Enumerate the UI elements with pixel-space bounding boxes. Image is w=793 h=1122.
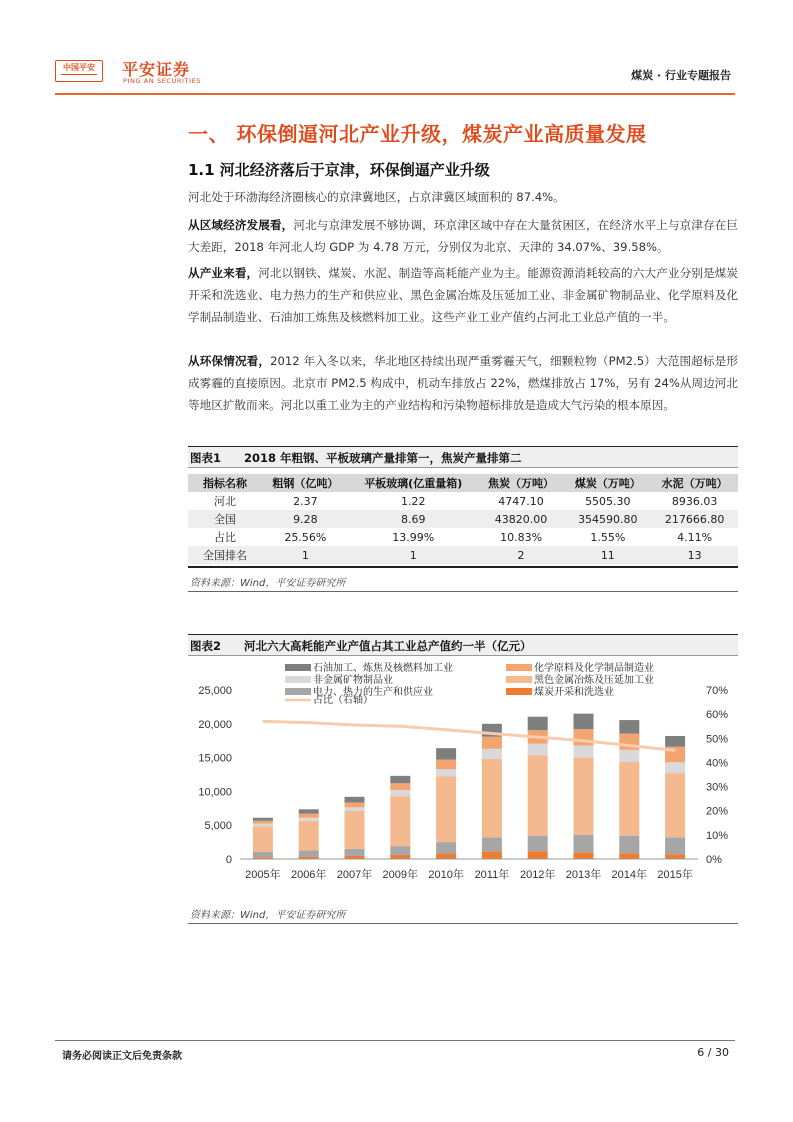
footer-divider <box>55 1040 735 1041</box>
report-type: 煤炭 · 行业专题报告 <box>631 69 731 82</box>
bar-segment <box>436 760 456 769</box>
bar-segment <box>390 783 410 790</box>
bar-segment <box>482 837 502 851</box>
y2-tick-label: 0% <box>706 854 722 866</box>
source-divider <box>188 923 738 924</box>
table-cell: 全国 <box>188 510 262 528</box>
y2-tick-label: 30% <box>706 781 729 794</box>
table1-heading <box>188 446 738 468</box>
disclaimer-note: 请务必阅读正文后免责条款 <box>62 1051 182 1062</box>
paragraph-2 <box>188 214 738 258</box>
bar-segment <box>528 744 548 755</box>
y-tick-label: 20,000 <box>198 718 232 731</box>
bar-segment <box>345 849 365 856</box>
x-tick-label: 2012年 <box>519 869 556 881</box>
table-cell: 13.99% <box>392 530 435 544</box>
bar-segment <box>619 762 639 836</box>
x-tick-label: 2014年 <box>611 869 648 881</box>
bar-segment <box>299 821 319 851</box>
bar-segment <box>436 769 456 776</box>
table-cell: 217666.80 <box>651 510 738 528</box>
bar-segment <box>528 717 548 731</box>
legend-swatch <box>506 688 532 695</box>
table-cell: 1 <box>262 546 349 564</box>
bar-segment <box>345 807 365 811</box>
table-cell: 1 <box>349 546 478 564</box>
paragraph-lead: 从区域经济发展看， <box>188 218 294 232</box>
figure2-source: 资料来源：Wind，平安证券研究所 <box>190 910 346 921</box>
header-divider <box>55 93 735 95</box>
bar-segment <box>345 811 365 849</box>
paragraph-text: 河北处于环渤海经济圈核心的京津冀地区，占京津冀区域面积的 87.4%。 <box>188 190 565 204</box>
page-number: 6 / 30 <box>697 1046 729 1059</box>
table-cell: 43820.00 <box>478 510 565 528</box>
y2-tick-label: 50% <box>706 733 729 746</box>
paragraph-text: 河北以钢铁、煤炭、水泥、制造等高耗能产业为主。能源资源消耗较高的六大产业分别是煤炭开采和洗选业、电力热力的生产和供应业、黑色金属冶炼及压延加工业、非金属矿物制品业、化学原料及化学制品制造业、石油加工炼焦及核燃料加工业。这些产业工业产值约占河北工业总产值的一半。 <box>188 266 738 324</box>
bar-segment <box>253 826 273 852</box>
bar-segment <box>665 736 685 747</box>
legend-label: 黑色金属冶炼及压延加工业 <box>534 675 654 686</box>
bar-segment <box>390 776 410 783</box>
table-cell: 4747.10 <box>498 494 544 508</box>
bar-segment <box>299 814 319 818</box>
bar-segment <box>436 777 456 843</box>
legend-swatch <box>506 676 532 683</box>
bar-segment <box>436 842 456 853</box>
table-header: 平板玻璃(亿重量箱) <box>349 474 478 492</box>
bar-segment <box>299 818 319 821</box>
table-row <box>188 546 738 564</box>
legend-swatch <box>506 664 532 671</box>
bar-segment <box>299 809 319 813</box>
bar-segment <box>574 714 594 730</box>
paragraph-1 <box>188 186 738 208</box>
legend-label: 非金属矿物制品业 <box>313 675 393 686</box>
bar-segment <box>253 818 273 821</box>
legend-label: 石油加工、炼焦及核燃料加工业 <box>313 663 453 674</box>
bar-segment <box>528 836 548 852</box>
paragraph-lead: 从产业来看， <box>188 266 259 280</box>
table-cell: 11 <box>564 546 651 564</box>
bar-segment <box>482 852 502 859</box>
y2-tick-label: 60% <box>706 709 729 722</box>
y-tick-label: 15,000 <box>198 752 232 765</box>
bar-segment <box>253 824 273 827</box>
y2-tick-label: 20% <box>706 805 729 818</box>
bar-segment <box>665 762 685 773</box>
table-cell: 9.28 <box>262 510 349 528</box>
bar-segment <box>574 729 594 745</box>
table-cell: 354590.80 <box>564 510 651 528</box>
table-row <box>188 492 738 510</box>
bar-segment <box>619 853 639 859</box>
y2-tick-label: 70% <box>706 685 729 697</box>
bar-segment <box>574 852 594 859</box>
legend-label: 电力、热力的生产和供应业 <box>313 687 433 698</box>
industry-output-chart <box>188 656 738 896</box>
legend-swatch <box>285 664 311 671</box>
sub-title: 1.1 河北经济落后于京津，环保倒逼产业升级 <box>188 161 490 179</box>
paragraph-4 <box>188 350 738 416</box>
bar-segment <box>482 749 502 759</box>
table1-source: 资料来源：Wind，平安证券研究所 <box>190 578 346 589</box>
bar-segment <box>253 821 273 824</box>
table-cell: 5505.30 <box>585 494 631 508</box>
x-tick-label: 2007年 <box>336 869 373 881</box>
bar-segment <box>619 720 639 734</box>
y-tick-label: 10,000 <box>198 786 232 799</box>
legend-label: 煤炭开采和洗选业 <box>534 687 614 698</box>
table-header: 焦炭（万吨） <box>478 474 565 492</box>
bar-segment <box>345 803 365 808</box>
figure2-heading <box>188 634 738 656</box>
table-header: 指标名称 <box>188 474 262 492</box>
table-header: 水泥（万吨） <box>651 474 738 492</box>
bar-segment <box>436 854 456 859</box>
x-tick-label: 2011年 <box>474 869 510 881</box>
logo-underline <box>61 74 97 80</box>
x-tick-label: 2009年 <box>382 869 419 881</box>
table-cell: 2 <box>478 546 565 564</box>
y-tick-label: 25,000 <box>198 685 232 697</box>
table-cell: 河北 <box>214 495 236 508</box>
legend-label: 占比（右轴） <box>313 695 373 706</box>
table-cell: 1.55% <box>590 530 626 544</box>
paragraph-text: 河北与京津发展不够协调，环京津区域中存在大量贫困区，在经济水平上与京津存在巨大差距，2018 年河北人均 GDP 为 4.78 万元，分别仅为北京、天津的 34.07%、39.58%。 <box>188 218 738 254</box>
section-title: 一、 环保倒逼河北产业升级，煤炭产业高质量发展 <box>188 122 647 146</box>
table-bottom-rule <box>188 566 738 568</box>
x-tick-label: 2005年 <box>245 869 281 881</box>
figure-number: 图表2 <box>190 639 222 653</box>
share-line <box>263 721 675 750</box>
bar-segment <box>665 854 685 859</box>
table-cell: 占比 <box>214 531 236 544</box>
bar-segment <box>345 797 365 803</box>
y2-tick-label: 10% <box>706 829 729 842</box>
table-cell: 4.11% <box>677 530 713 544</box>
y2-tick-label: 40% <box>706 757 729 770</box>
logo-text: 中国平安 <box>63 63 95 72</box>
paragraph-3 <box>188 262 738 328</box>
bar-segment <box>390 790 410 796</box>
x-tick-label: 2006年 <box>290 869 327 881</box>
ping-an-logo <box>55 60 103 82</box>
bar-segment <box>574 758 594 835</box>
table-cell: 全国排名 <box>188 546 262 564</box>
paragraph-lead: 从环保情况看， <box>188 354 271 368</box>
bar-segment <box>482 737 502 749</box>
bar-segment <box>299 851 319 857</box>
table-cell: 25.56% <box>284 530 327 544</box>
table-cell: 13 <box>651 546 738 564</box>
bar-segment <box>390 855 410 859</box>
bar-segment <box>619 750 639 762</box>
x-tick-label: 2015年 <box>657 869 693 881</box>
figure-number: 图表1 <box>190 451 222 465</box>
table-header: 煤炭（万吨） <box>564 474 651 492</box>
legend-swatch <box>285 676 311 683</box>
bar-segment <box>253 852 273 857</box>
paragraph-text: 2012 年入冬以来，华北地区持续出现严重雾霾天气，细颗粒物（PM2.5）大范围超标是形成雾霾的直接原因。北京市 PM2.5 构成中，机动车排放占 22%，燃煤排放占 17%，另有 24%从周边河北等地区扩散而来。河北以重工业为主的产业结构和污染物超标排放是造成大气污染的根本原因。 <box>188 354 738 412</box>
bar-segment <box>574 745 594 757</box>
table-row <box>188 510 738 528</box>
bar-segment <box>390 796 410 846</box>
bar-segment <box>528 851 548 859</box>
table-cell: 2.37 <box>293 494 318 508</box>
bar-segment <box>619 836 639 854</box>
table-cell: 8.69 <box>349 510 478 528</box>
table-cell: 10.83% <box>500 530 543 544</box>
x-tick-label: 2013年 <box>565 869 602 881</box>
bar-segment <box>665 773 685 837</box>
figure-title: 河北六大高耗能产业产值占其工业总产值约一半（亿元） <box>244 639 532 653</box>
table-cell: 8936.03 <box>671 494 718 508</box>
brand-name-en: PING AN SECURITIES <box>123 77 202 85</box>
production-table <box>188 474 738 564</box>
bar-segment <box>390 846 410 855</box>
source-divider <box>188 591 738 592</box>
y-tick-label: 5,000 <box>204 820 232 833</box>
table-cell: 1.22 <box>400 494 426 508</box>
bar-segment <box>574 835 594 853</box>
table-header: 粗钢（亿吨） <box>262 474 349 492</box>
bar-segment <box>528 755 548 835</box>
table-row <box>188 528 738 546</box>
bar-segment <box>665 837 685 854</box>
y-tick-label: 0 <box>225 854 232 866</box>
brand-name: 平安证券 <box>122 60 191 79</box>
legend-swatch <box>285 688 311 695</box>
figure-title: 2018 年粗钢、平板玻璃产量排第一，焦炭产量排第二 <box>244 451 522 465</box>
bar-segment <box>482 759 502 837</box>
table-header-row <box>188 474 738 492</box>
legend-label: 化学原料及化学制品制造业 <box>534 663 654 674</box>
bar-segment <box>436 748 456 759</box>
x-tick-label: 2010年 <box>428 869 464 881</box>
